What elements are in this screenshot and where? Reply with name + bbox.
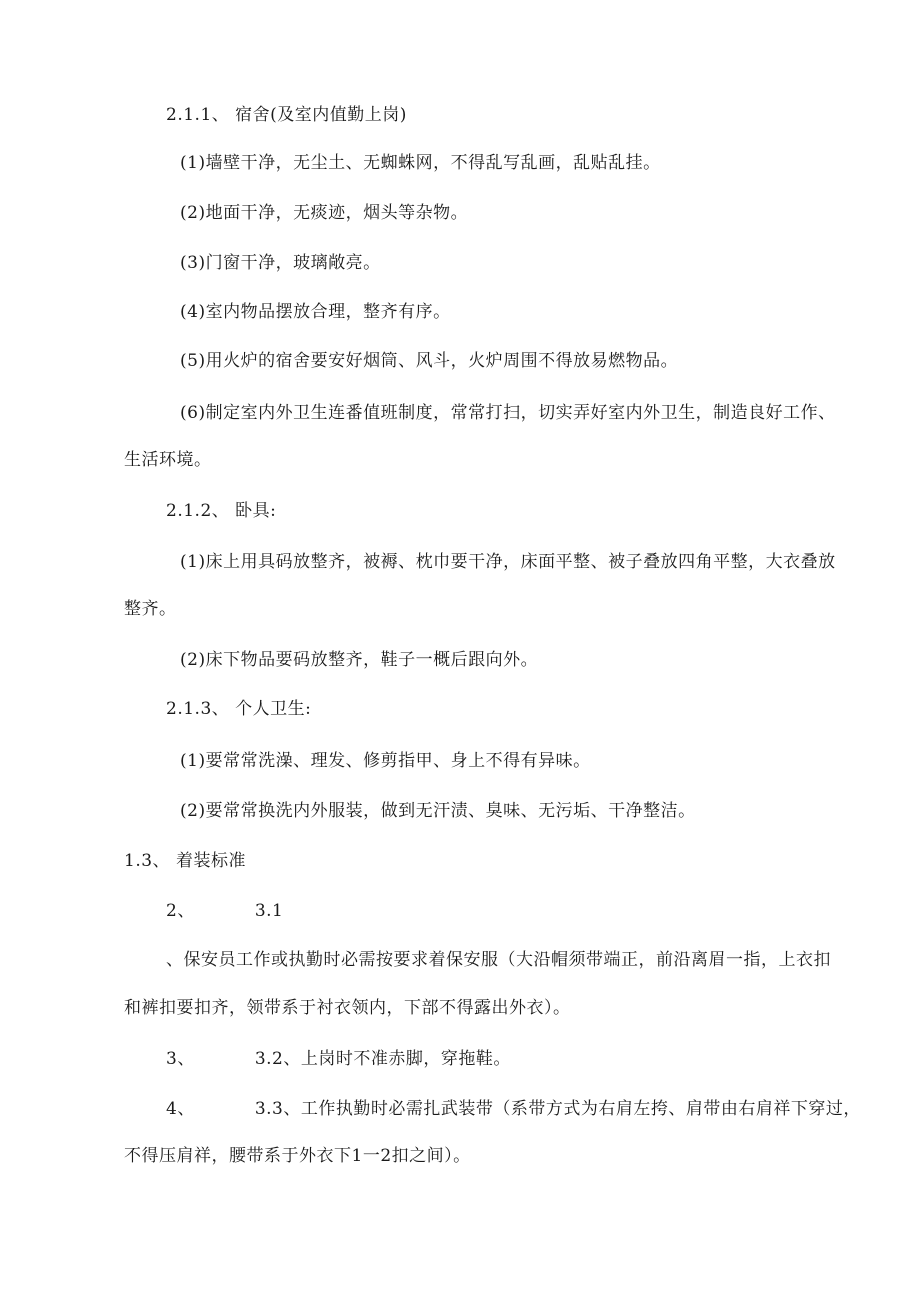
heading-2-1-1: 2.1.1、 宿舍(及室内值勤上岗) xyxy=(166,105,407,125)
bedding-item-1-line1: (1)床上用具码放整齐，被褥、枕巾要干净，床面平整、被子叠放四角平整，大衣叠放 xyxy=(180,552,836,572)
item-number: 3、 xyxy=(166,1049,195,1069)
item-number: 4、 xyxy=(166,1099,195,1119)
item-text: 3.3、工作执勤时必需扎武装带（系带方式为右肩左挎、肩带由右肩祥下穿过， xyxy=(254,1099,861,1119)
uniform-paragraph-line1: 、保安员工作或执勤时必需按要求着保安服（大沿帽须带端正，前沿离眉一指，上衣扣 xyxy=(166,950,831,970)
uniform-paragraph-line2: 和裤扣要扣齐，领带系于衬衣领内，下部不得露出外衣）。 xyxy=(124,998,571,1018)
numbered-item-3 xyxy=(166,1047,511,1071)
heading-2-1-2: 2.1.2、 卧具: xyxy=(166,501,277,521)
heading-2-1-3: 2.1.3、 个人卫生: xyxy=(166,699,312,719)
numbered-item-4-line2: 不得压肩祥，腰带系于外衣下1一2扣之间）。 xyxy=(124,1146,471,1166)
hygiene-item-2: (2)要常常换洗内外服装，做到无汗渍、臭味、无污垢、干净整洁。 xyxy=(180,801,696,821)
paragraph-item-3: (3)门窗干净，玻璃敞亮。 xyxy=(180,253,381,273)
numbered-item-2 xyxy=(166,899,283,923)
numbered-item-4 xyxy=(166,1097,861,1121)
paragraph-item-2: (2)地面干净，无痰迹，烟头等杂物。 xyxy=(180,203,469,223)
paragraph-item-4: (4)室内物品摆放合理，整齐有序。 xyxy=(180,302,451,322)
item-text: 3.2、上岗时不准赤脚，穿拖鞋。 xyxy=(254,1049,511,1069)
paragraph-item-6-line1: (6)制定室内外卫生连番值班制度，常常打扫，切实弄好室内外卫生，制造良好工作、 xyxy=(180,403,836,423)
paragraph-item-5: (5)用火炉的宿舍要安好烟筒、风斗，火炉周围不得放易燃物品。 xyxy=(180,351,679,371)
hygiene-item-1: (1)要常常洗澡、理发、修剪指甲、身上不得有异味。 xyxy=(180,751,591,771)
item-text: 3.1 xyxy=(254,901,284,921)
paragraph-item-1: (1)墙壁干净，无尘土、无蜘蛛网，不得乱写乱画，乱贴乱挂。 xyxy=(180,153,661,173)
heading-1-3: 1.3、 着装标准 xyxy=(124,851,246,871)
item-number: 2、 xyxy=(166,901,195,921)
bedding-item-2: (2)床下物品要码放整齐，鞋子一概后跟向外。 xyxy=(180,650,539,670)
paragraph-item-6-line2: 生活环境。 xyxy=(124,450,212,470)
bedding-item-1-line2: 整齐。 xyxy=(124,599,177,619)
